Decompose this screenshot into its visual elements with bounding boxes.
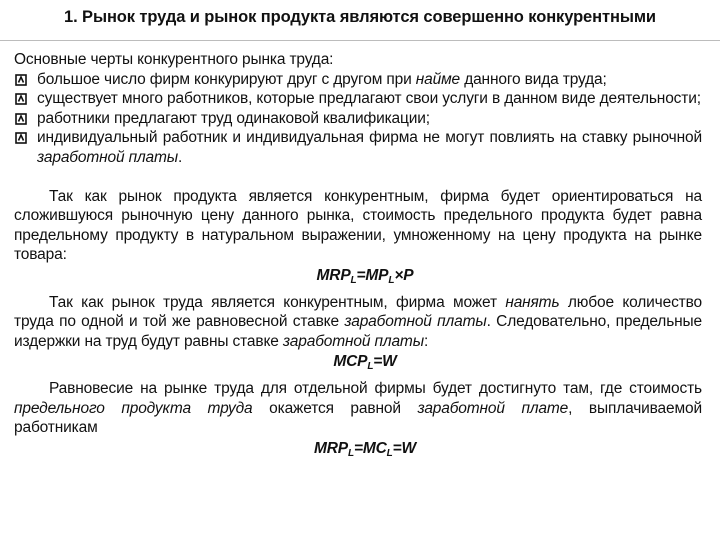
lead-line <box>14 50 702 70</box>
para-2-emph-c: заработной платы <box>282 332 424 350</box>
formula-3-a: MRP <box>313 439 348 457</box>
lead-text: Основные черты конкурентного рынка труда <box>14 51 330 68</box>
list-item <box>14 70 702 90</box>
para-3-text-a: Равновесие на рынке труда для отдельной фирмы будет достигнуто там, где стоимость <box>49 379 702 397</box>
para-2-emph-a: нанять <box>505 293 560 311</box>
bullet-4-text-a: индивидуальный работник и индивидуальная фирма не могут повлиять на ставку рыночной <box>37 129 702 147</box>
checkbox-bullet-icon <box>15 93 27 105</box>
formula-1-b-sub: L <box>388 274 395 286</box>
slide-title: 1. Рынок труда и рынок продукта являются совершенно конкурентными <box>64 8 656 26</box>
checkbox-bullet-icon <box>15 74 27 86</box>
para-2-text-a: Так как рынок труда является конкурентным, фирма может <box>49 293 506 311</box>
bullet-1-text-b: данного вида труда; <box>460 70 607 88</box>
formula-equilibrium <box>14 439 702 459</box>
bullet-1-text-a: большое число фирм конкурируют друг с другом при <box>37 70 416 88</box>
formula-1-b: =MP <box>356 266 389 284</box>
formula-2-a-sub: L <box>367 361 374 373</box>
bullet-1-emph: найме <box>415 70 461 88</box>
checkbox-bullet-icon <box>15 132 27 144</box>
list-item <box>14 89 702 109</box>
formula-2-b: =W <box>373 353 397 371</box>
formula-mrp <box>14 266 702 286</box>
formula-1-a-sub: L <box>350 274 357 286</box>
list-item <box>14 109 702 129</box>
formula-3-a-sub: L <box>347 447 354 459</box>
bullet-4-text-b: . <box>178 148 183 166</box>
bullet-4-emph: заработной платы <box>37 148 179 166</box>
formula-3-b: =MC <box>353 439 387 457</box>
slide-body <box>14 50 702 458</box>
formula-3-b-sub: L <box>386 447 393 459</box>
title-divider <box>0 40 720 41</box>
para-2-text-c: . Следовательно, предельные издержки на труд будут равны ставке <box>14 313 702 350</box>
para-3-text-b: окажется равной <box>252 399 418 417</box>
paragraph-product-market: Так как рынок продукта является конкурентным, фирма будет ориентироваться на сложившуюся рыночную цену данного рынка, стоимость предельного продукта будет равна предельному продукту в натуральном выражении, умноженному на цену продукта на рынке товара: <box>14 187 702 264</box>
list-item <box>14 128 702 167</box>
paragraph-labor-market <box>14 293 702 352</box>
checkbox-bullet-icon <box>15 113 27 125</box>
formula-3-c: =W <box>392 439 417 457</box>
formula-1-a: MRP <box>316 266 351 284</box>
para-2-text-b: любое количество труда по одной и той же равновесной ставке <box>14 293 703 331</box>
formula-2-a: MCP <box>333 353 368 371</box>
para-2-text-d: : <box>423 332 429 350</box>
bullet-3-text: работники предлагают труд одинаковой квалификации; <box>37 109 430 127</box>
para-3-emph-a: предельного продукта труда <box>14 399 253 417</box>
paragraph-equilibrium <box>14 379 702 438</box>
lead-colon: : <box>329 51 334 68</box>
features-list <box>14 70 702 168</box>
formula-1-c: ×P <box>394 266 414 284</box>
formula-mcp <box>14 352 702 372</box>
para-3-emph-b: заработной плате <box>417 399 569 417</box>
bullet-2-text: существует много работников, которые предлагают свои услуги в данном виде деятельности; <box>37 90 701 108</box>
para-3-text-c: , выплачиваемой работникам <box>14 399 702 437</box>
para-2-emph-b: заработной платы <box>344 313 487 331</box>
